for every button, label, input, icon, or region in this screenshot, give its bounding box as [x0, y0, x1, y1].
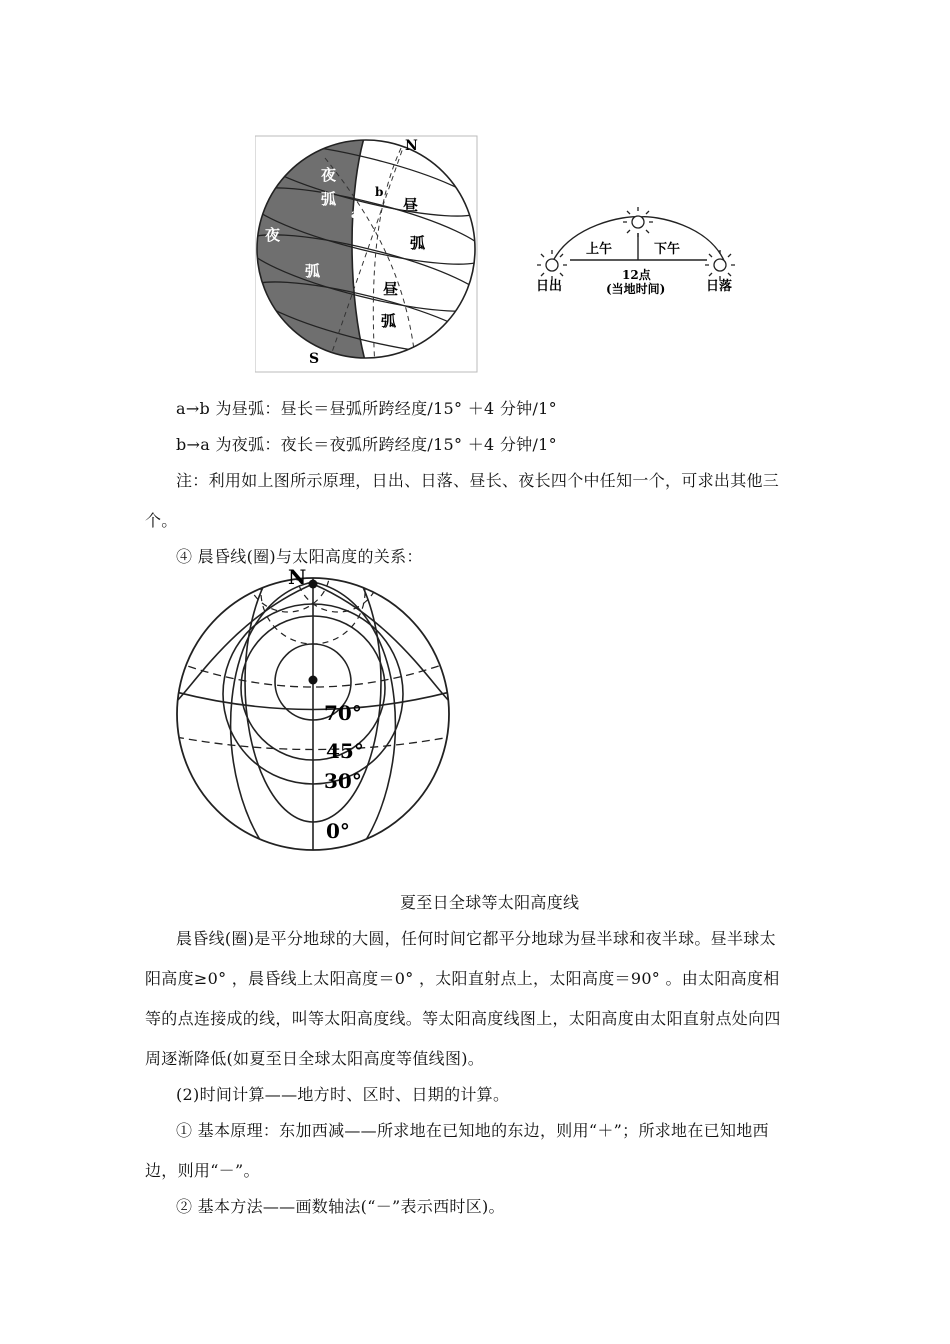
paragraph-line-4: 周逐渐降低(如夏至日全球太阳高度等值线图)。 — [145, 1049, 485, 1068]
item4-heading: ④ 晨昏线(圈)与太阳高度的关系： — [176, 547, 423, 566]
point-a-label: a — [351, 207, 359, 221]
south-label: S — [309, 351, 320, 367]
night-arc-formula: b→a 为夜弧：夜长＝夜弧所跨经度/15° ＋4 分钟/1° — [176, 435, 557, 454]
isoline-0-label: 0° — [326, 819, 350, 843]
isoline-70-label: 70° — [324, 701, 362, 725]
point-b-label: b — [375, 185, 384, 199]
day-arc-label-2: 弧 — [410, 234, 426, 252]
noon-sun-icon — [623, 207, 653, 237]
solar-altitude-isoline-figure — [176, 562, 466, 852]
sunrise-sun-icon — [537, 250, 567, 280]
north-pole-label: N — [288, 565, 307, 589]
paragraph-line-1: 晨昏线(圈)是平分地球的大圆，任何时间它都平分地球为昼半球和夜半球。昼半球太 — [176, 929, 776, 948]
note-line-1: 注：利用如上图所示原理，日出、日落、昼长、夜长四个中任知一个，可求出其他三 — [176, 471, 780, 490]
night-arc-label-2: 弧 — [321, 190, 337, 208]
figure-caption: 夏至日全球等太阳高度线 — [400, 893, 580, 912]
day-arc-formula: a→b 为昼弧：昼长＝昼弧所跨经度/15° ＋4 分钟/1° — [176, 399, 557, 418]
day-arc-label-3: 昼 — [383, 280, 399, 298]
basic-method-line: ② 基本方法——画数轴法(“－”表示西时区)。 — [176, 1197, 505, 1216]
night-arc-label-4: 弧 — [305, 262, 321, 280]
basic-principle-line-2: 边，则用“－”。 — [145, 1161, 260, 1180]
north-label: N — [405, 138, 418, 154]
afternoon-label: 下午 — [654, 242, 681, 257]
day-arc-label-4: 弧 — [381, 312, 397, 330]
sun-path-figure — [530, 205, 745, 300]
time-calc-heading: (2)时间计算——地方时、区时、日期的计算。 — [176, 1085, 510, 1104]
sunrise-label: 日出 — [536, 279, 563, 294]
note-line-2: 个。 — [145, 511, 178, 530]
paragraph-line-2: 阳高度≥0° ，晨昏线上太阳高度＝0° ，太阳直射点上，太阳高度＝90° 。由太阳高度相 — [145, 969, 780, 988]
night-arc-label-3: 夜 — [265, 226, 281, 244]
isoline-45-label: 45° — [326, 739, 364, 763]
basic-principle-line-1: ① 基本原理：东加西减——所求地在已知地的东边，则用“＋”；所求地在已知地西 — [176, 1121, 769, 1140]
paragraph-line-3: 等的点连接成的线，叫等太阳高度线。等太阳高度线图上，太阳高度由太阳直射点处向四 — [145, 1009, 781, 1028]
night-arc-label-1: 夜 — [321, 166, 337, 184]
local-time-label: (当地时间) — [606, 282, 666, 296]
isoline-30-label: 30° — [324, 769, 362, 793]
sunset-label: 日落 — [706, 279, 733, 294]
morning-label: 上午 — [586, 242, 613, 257]
day-night-arc-globe-figure — [255, 118, 480, 376]
day-arc-label-1: 昼 — [403, 196, 419, 214]
noon-label: 12点 — [622, 268, 651, 282]
